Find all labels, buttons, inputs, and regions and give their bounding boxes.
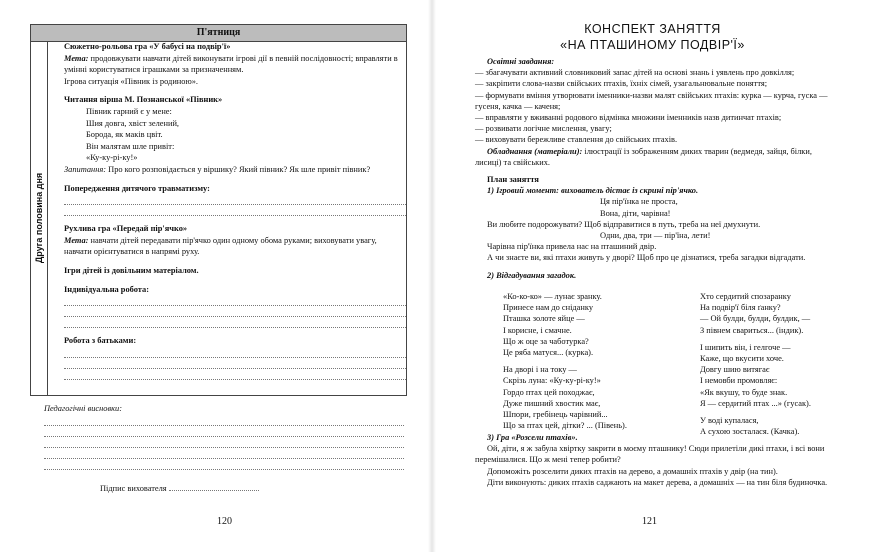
blank-line [64, 205, 406, 216]
game2-title: Рухлива гра «Передай пір'ячко» [64, 224, 188, 234]
game1-goal: Мета: продовжувати навчати дітей виконувати ігрові дії в певній послідовності; вправляти в умінні користуватися іграшками за призначенням. [64, 53, 398, 75]
table-body [64, 41, 406, 380]
riddle-line: На подвір'ї біля ґанку? [700, 303, 781, 313]
left-page [0, 0, 430, 552]
task-item: — виховувати бережливе ставлення до свійських птахів. [475, 135, 678, 145]
page-number-right: 121 [642, 516, 657, 527]
task-item: — розвивати логічне мислення, увагу; [475, 124, 612, 134]
title-line-1: КОНСПЕКТ ЗАНЯТТЯ [584, 22, 721, 36]
side-label: Друга половина дня [34, 172, 44, 264]
page-number-left: 120 [217, 516, 232, 527]
blank-line [64, 347, 406, 358]
signature-label: Підпис вихователя [100, 484, 167, 493]
blank-line [44, 426, 404, 437]
riddles-left [503, 291, 627, 431]
riddle-line: Довгу шию витягає [700, 365, 770, 375]
reading-title: Читання вірша М. Познанської «Півник» [64, 95, 223, 105]
game1-situation: Ігрова ситуація «Півник із родиною». [64, 76, 199, 86]
riddle-line: Скрізь луна: «Ку-ку-рі-ку!» [503, 376, 601, 386]
parents-work: Робота з батьками: [64, 336, 137, 346]
blank-line [64, 306, 406, 317]
step-2: 2) Відгадування загадок. [487, 270, 577, 280]
task-item: — закріпити слова-назви свійських птахів, їхніх сімей, узагальнювальне поняття; [475, 79, 768, 89]
task-item: — вправляти у вживанні родового відмінка множини іменників назв дитинчат птахів; [475, 113, 782, 123]
step-3: 3) Гра «Розсели птахів». [487, 433, 578, 442]
table-header: П'ятниця [31, 25, 406, 42]
poem [86, 106, 406, 164]
riddle-line: Що за птах цей, дітки? ... (Півень). [503, 421, 627, 431]
riddle-line: І шипить він, і гелгоче — [700, 342, 791, 352]
riddle-line: «Ко-ко-ко» — лунає зранку. [503, 292, 602, 301]
riddle-line: «Як вкушу, то буде знак. [700, 387, 788, 397]
injury-title: Попередження дитячого травматизму: [64, 183, 210, 193]
riddle-line: Це ряба матуся... (курка). [503, 348, 594, 358]
blank-line [64, 295, 406, 306]
step-1: 1) Ігровий момент: вихователь дістає із скрині пір'ячко. [487, 186, 699, 196]
task-item: — збагачувати активний словниковий запас дітей на основі знань і уявлень про довкілля; [475, 68, 795, 78]
arrived-text: Чарівна пір'їнка привела нас на пташиний двір. [487, 242, 657, 252]
plan-table [30, 24, 407, 396]
riddle-line: У воді купалася, [700, 416, 759, 426]
materials: Обладнання (матеріали): ілюстрації із зображенням диких тварин (ведмедя, зайця, білки, лисиці) та свійських. [475, 146, 812, 167]
signature-row [100, 484, 300, 493]
riddle-line: І корисне, і смачне. [503, 325, 572, 335]
riddle-line: А сухою зосталася. (Качка). [700, 427, 800, 437]
riddle-line: Гордо птах цей походжає, [503, 387, 595, 397]
poem-line: Борода, як маків цвіт. [86, 130, 163, 140]
riddle-line: Каже, що вкусити хоче. [700, 354, 784, 364]
blank-line [64, 194, 406, 205]
game2-goal: Мета: навчати дітей передавати пір'ячко один одному обома руками; виховувати увагу, навчати орієнтуватися в напрямі руху. [64, 235, 377, 257]
tasks-block [475, 56, 835, 281]
poem-line: Він малятам шле привіт: [86, 141, 175, 151]
game-text: Ой, діти, я ж забула хвіртку закрити в моєму пташнику! Сюди прилетіли дикі птахи, і всі вони перемішалися. Що ж мені тепер робити? [475, 444, 825, 465]
riddles-right [700, 291, 811, 437]
riddle-line: На дворі і на току — [503, 365, 577, 375]
title-line-2: «НА ПТАШИНОМУ ПОДВІР'Ї» [560, 38, 745, 52]
riddle-line: Хто сердитий спозаранку [700, 292, 791, 301]
riddle-line: Дуже пишний хвостик має, [503, 398, 601, 408]
blank-line [44, 448, 404, 459]
riddle-line: І немовби промовляє: [700, 376, 778, 386]
poem-line: Півник гарний є у мене: [86, 106, 172, 116]
blank-line [44, 415, 404, 426]
help-text: Допоможіть розселити диких птахів на дерево, а домашніх птахів у двір (на тин). [487, 466, 778, 476]
game1-title: Сюжетно-рольова гра «У бабусі на подвір'ї» [64, 42, 231, 51]
riddle-line: З півнем свариться... (індик). [700, 325, 804, 335]
game-block [475, 432, 835, 488]
conclusions-label: Педагогічні висновки: [44, 404, 123, 413]
riddle-line: Пташка золоте яйце — [503, 314, 585, 324]
right-page [435, 0, 870, 552]
riddle-line: Принесе нам до сніданку [503, 303, 594, 313]
riddle-line: Що ж оце за чаботурка? [503, 336, 589, 346]
poem-line: Шия довга, хвіст зелений, [86, 118, 180, 128]
blank-line [64, 358, 406, 369]
verse-line: Одни, два, три — пір'їна, лети! [600, 231, 711, 241]
poem-line: «Ку-ку-рі-ку!» [86, 153, 138, 163]
travel-text: Ви любите подорожувати? Щоб відправитися в путь, треба на неї дмухнути. [487, 219, 761, 229]
task-item: — формувати вміння утворювати іменники-назви малят свійських птахів: курка — курча, гуска — гусеня, качка — каченя; [475, 90, 828, 111]
plan-title: План заняття [487, 175, 539, 185]
verse-line: Вона, діти, чарівна! [600, 208, 671, 218]
blank-line [44, 437, 404, 448]
questions: Запитання: Про кого розповідається у віршику? Який півник? Як шле привіт півник? [64, 164, 371, 174]
blank-line [64, 369, 406, 380]
riddle-line: Я — сердитий птах ...» (гусак). [700, 398, 811, 408]
blank-line [64, 317, 406, 328]
games-material: Ігри дітей із довільним матеріалом. [64, 265, 199, 275]
individual-work: Індивідуальна робота: [64, 284, 149, 294]
riddle-line: Шпори, гребінець чарівний... [503, 410, 608, 420]
riddle-line: — Ой булди, булди, булдик, — [700, 314, 811, 324]
blank-line [44, 459, 404, 470]
verse-line: Ця пір'їнка не проста, [600, 197, 678, 207]
side-label-cell [31, 41, 48, 395]
question-text: А чи знаєте ви, які птахи живуть у дворі? Щоб про це дізнатися, треба загадки відгадати. [487, 253, 806, 263]
children-text: Діти виконують: диких птахів саджають на макет дерева, а домашніх — на тин біля будиночка. [487, 477, 828, 487]
tasks-label: Освітні завдання: [487, 57, 555, 66]
conclusions-block [44, 404, 404, 470]
